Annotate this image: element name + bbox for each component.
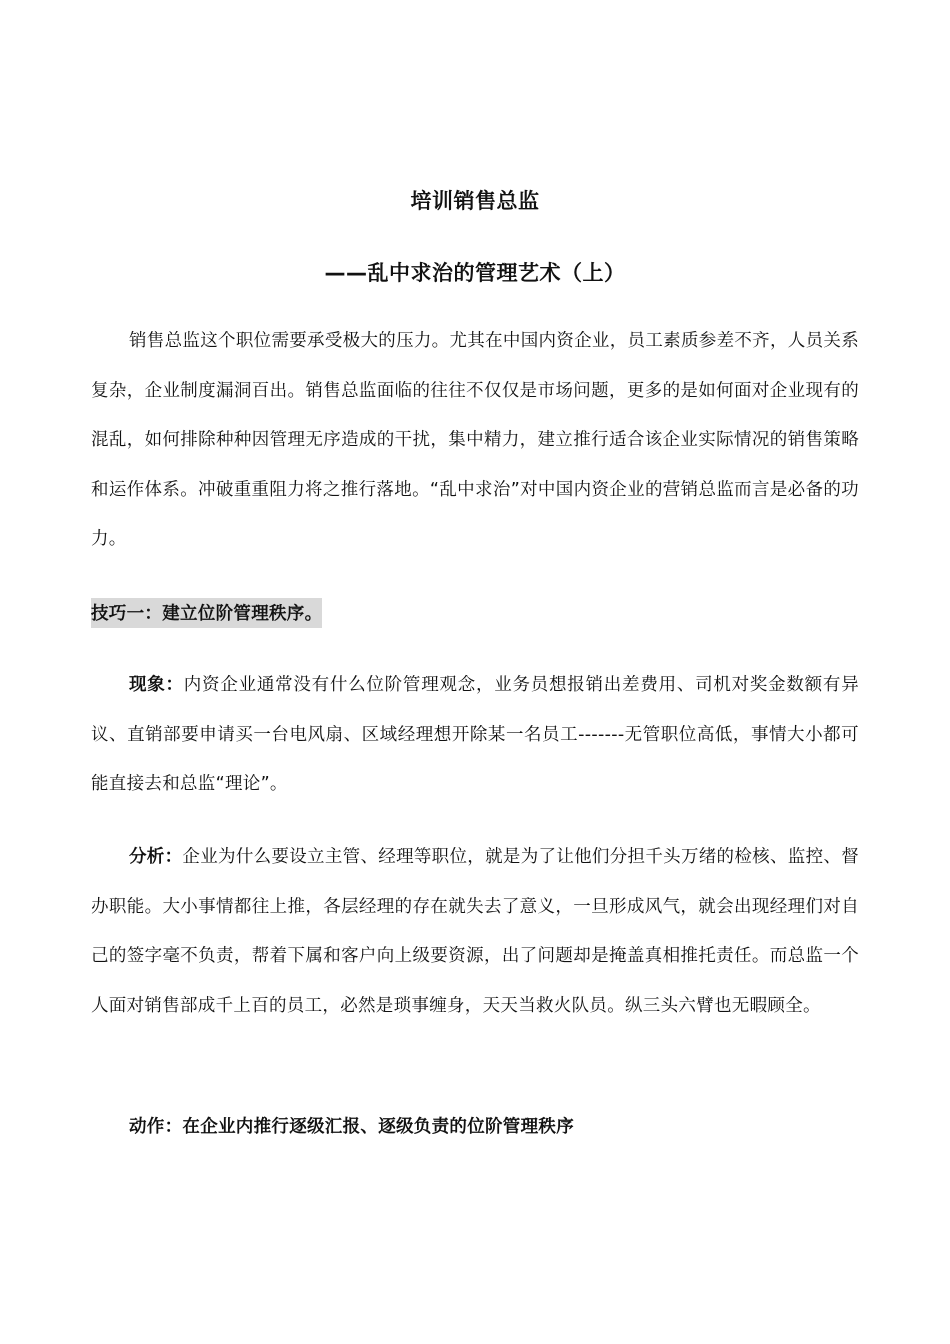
analysis-label: 分析：	[129, 847, 183, 867]
action-heading: 动作：在企业内推行逐级汇报、逐级负责的位阶管理秩序	[129, 1117, 574, 1137]
intro-paragraph: 销售总监这个职位需要承受极大的压力。尤其在中国内资企业，员工素质参差不齐，人员关系复杂，企业制度漏洞百出。销售总监面临的往往不仅仅是市场问题，更多的是如何面对企业现有的混乱，如何排除种种因管理无序造成的干扰，集中精力，建立推行适合该企业实际情况的销售策略和运作体系。冲破重重阻力将之推行落地。“乱中求治”对中国内资企业的营销总监而言是必备的功力。	[91, 331, 859, 549]
analysis-text: 企业为什么要设立主管、经理等职位，就是为了让他们分担千头万绪的检核、监控、督办职能。大小事情都往上推，各层经理的存在就失去了意义，一旦形成风气，就会出现经理们对自己的签字毫不负责，帮着下属和客户向上级要资源，出了问题却是掩盖真相推托责任。而总监一个人面对销售部成千上百的员工，必然是琐事缠身，天天当救火队员。纵三头六臂也无暇顾全。	[91, 847, 859, 1016]
document-title: 培训销售总监	[410, 189, 540, 213]
skill-heading: 技巧一：建立位阶管理秩序。	[91, 598, 322, 628]
analysis-paragraph	[91, 833, 859, 1031]
phenomenon-text: 内资企业通常没有什么位阶管理观念，业务员想报销出差费用、司机对奖金数额有异议、直销部要申请买一台电风扇、区域经理想开除某一名员工-------无管职位高低，事情大小都可能直接去和总监“理论”。	[91, 675, 859, 794]
phenomenon-paragraph	[91, 661, 859, 810]
phenomenon-label: 现象：	[129, 675, 184, 695]
document-subtitle: ——乱中求治的管理艺术（上）	[324, 261, 626, 285]
